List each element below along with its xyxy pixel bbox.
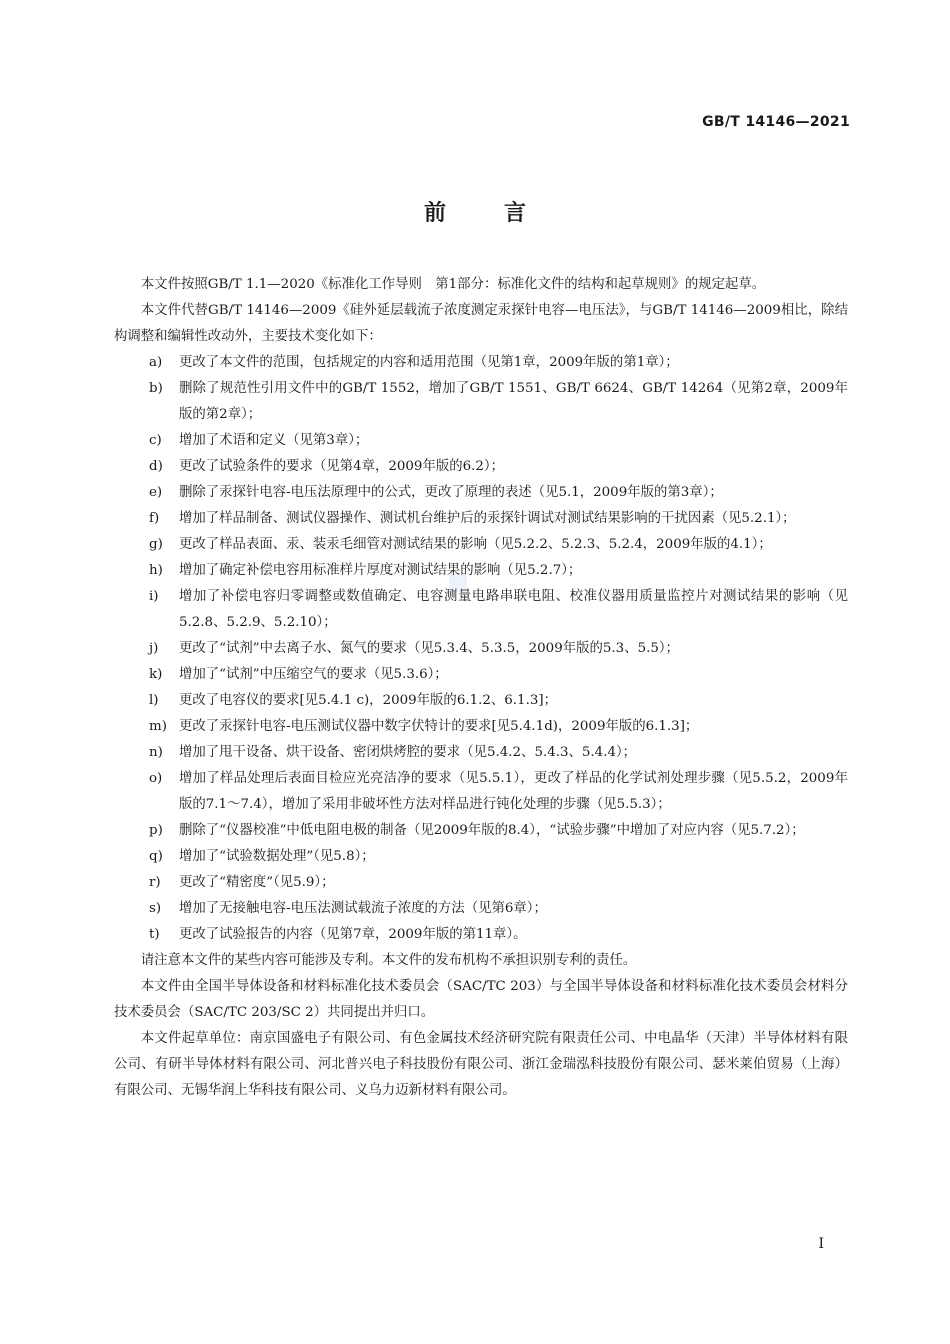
list-item-text: 删除了汞探针电容-电压法原理中的公式，更改了原理的表述（见5.1，2009年版的第3章）；	[179, 485, 723, 500]
technical-changes-list	[114, 350, 848, 948]
list-item	[114, 376, 848, 428]
list-item-text: 增加了确定补偿电容用标准样片厚度对测试结果的影响（见5.2.7）；	[179, 563, 582, 578]
list-item	[114, 766, 848, 818]
list-item	[114, 506, 848, 532]
list-item-label: p)	[149, 823, 163, 838]
list-item-text: 更改了样品表面、汞、装汞毛细管对测试结果的影响（见5.2.2、5.2.3、5.2.4，2009年版的4.1）；	[179, 537, 772, 552]
list-item-label: a)	[149, 355, 163, 370]
patent-notice: 请注意本文件的某些内容可能涉及专利。本文件的发布机构不承担识别专利的责任。	[140, 953, 637, 968]
list-item-text: 增加了“试验数据处理”（见5.8）；	[179, 849, 375, 864]
list-item-text: 删除了规范性引用文件中的GB/T 1552，增加了GB/T 1551、GB/T 6624、GB/T 14264（见第2章，2009年版的第2章）；	[179, 381, 848, 422]
list-item-text: 更改了试验条件的要求（见第4章，2009年版的6.2）；	[179, 459, 505, 474]
list-item-label: m)	[149, 719, 167, 734]
document-body	[114, 272, 848, 1104]
list-item	[114, 714, 848, 740]
list-item-label: b)	[149, 381, 163, 396]
list-item	[114, 558, 848, 584]
list-item-label: e)	[149, 485, 163, 500]
list-item-label: s)	[149, 901, 162, 916]
list-item-text: 增加了补偿电容归零调整或数值确定、电容测量电路串联电阻、校准仪器用质量监控片对测试结果的影响（见5.2.8、5.2.9、5.2.10）；	[179, 589, 848, 630]
intro-paragraph-2: 本文件代替GB/T 14146—2009《硅外延层载流子浓度测定汞探针电容—电压法》，与GB/T 14146—2009相比，除结构调整和编辑性改动外，主要技术变化如下：	[114, 303, 848, 344]
list-item-label: q)	[149, 849, 163, 864]
list-item	[114, 584, 848, 636]
list-item-text: 增加了术语和定义（见第3章）；	[179, 433, 369, 448]
list-item-text: 增加了样品制备、测试仪器操作、测试机台维护后的汞探针调试对测试结果影响的干扰因素（见5.2.1）；	[179, 511, 796, 526]
list-item	[114, 818, 848, 844]
list-item-label: l)	[149, 693, 159, 708]
list-item-text: 更改了试验报告的内容（见第7章，2009年版的第11章）。	[179, 927, 527, 942]
list-item-text: 增加了“试剂”中压缩空气的要求（见5.3.6）；	[179, 667, 448, 682]
list-item	[114, 922, 848, 948]
list-item-label: g)	[149, 537, 163, 552]
page-title: 前言	[423, 201, 584, 226]
list-item-text: 删除了“仪器校准”中低电阻电极的制备（见2009年版的8.4），“试验步骤”中增加了对应内容（见5.7.2）；	[179, 823, 805, 838]
list-item-text: 增加了无接触电容-电压法测试载流子浓度的方法（见第6章）；	[179, 901, 547, 916]
list-item	[114, 350, 848, 376]
list-item	[114, 896, 848, 922]
list-item-text: 更改了电容仪的要求[见5.4.1 c)，2009年版的6.1.2、6.1.3]；	[179, 693, 557, 708]
page-number: I	[818, 1236, 824, 1252]
list-item	[114, 662, 848, 688]
list-item	[114, 844, 848, 870]
list-item	[114, 454, 848, 480]
list-item-text: 增加了样品处理后表面目检应光亮洁净的要求（见5.5.1），更改了样品的化学试剂处理步骤（见5.5.2，2009年版的7.1～7.4），增加了采用非破坏性方法对样品进行钝化处理的步骤（见5.5.3）；	[179, 771, 848, 812]
list-item-label: f)	[149, 511, 160, 526]
list-item-text: 更改了本文件的范围，包括规定的内容和适用范围（见第1章，2009年版的第1章）；	[179, 355, 679, 370]
standard-code: GB/T 14146—2021	[702, 114, 850, 130]
list-item-text: 更改了“精密度”（见5.9）；	[179, 875, 335, 890]
drafting-units: 本文件起草单位：南京国盛电子有限公司、有色金属技术经济研究院有限责任公司、中电晶华（天津）半导体材料有限公司、有研半导体材料有限公司、河北普兴电子科技股份有限公司、浙江金瑞泓科技股份有限公司、瑟米莱伯贸易（上海）有限公司、无锡华润上华科技有限公司、义乌力迈新材料有限公司。	[114, 1031, 848, 1098]
list-item-label: d)	[149, 459, 163, 474]
proposer-statement: 本文件由全国半导体设备和材料标准化技术委员会（SAC/TC 203）与全国半导体设备和材料标准化技术委员会材料分技术委员会（SAC/TC 203/SC 2）共同提出并归口。	[114, 979, 848, 1020]
list-item	[114, 870, 848, 896]
list-item-label: j)	[149, 641, 159, 656]
list-item-label: n)	[149, 745, 163, 760]
list-item-label: h)	[149, 563, 163, 578]
list-item-label: t)	[149, 927, 160, 942]
list-item-label: i)	[149, 589, 159, 604]
list-item	[114, 688, 848, 714]
intro-paragraph-1: 本文件按照GB/T 1.1—2020《标准化工作导则 第1部分：标准化文件的结构和起草规则》的规定起草。	[140, 277, 766, 292]
list-item	[114, 636, 848, 662]
list-item-text: 增加了甩干设备、烘干设备、密闭烘烤腔的要求（见5.4.2、5.4.3、5.4.4）；	[179, 745, 637, 760]
list-item	[114, 480, 848, 506]
list-item-label: o)	[149, 771, 163, 786]
list-item	[114, 740, 848, 766]
list-item-label: c)	[149, 433, 162, 448]
list-item-label: r)	[149, 875, 161, 890]
list-item	[114, 428, 848, 454]
list-item-text: 更改了汞探针电容-电压测试仪器中数字伏特计的要求[见5.4.1d)，2009年版的6.1.3]；	[179, 719, 699, 734]
list-item	[114, 532, 848, 558]
list-item-text: 更改了“试剂”中去离子水、氮气的要求（见5.3.4、5.3.5，2009年版的5.3、5.5）；	[179, 641, 679, 656]
list-item-label: k)	[149, 667, 163, 682]
